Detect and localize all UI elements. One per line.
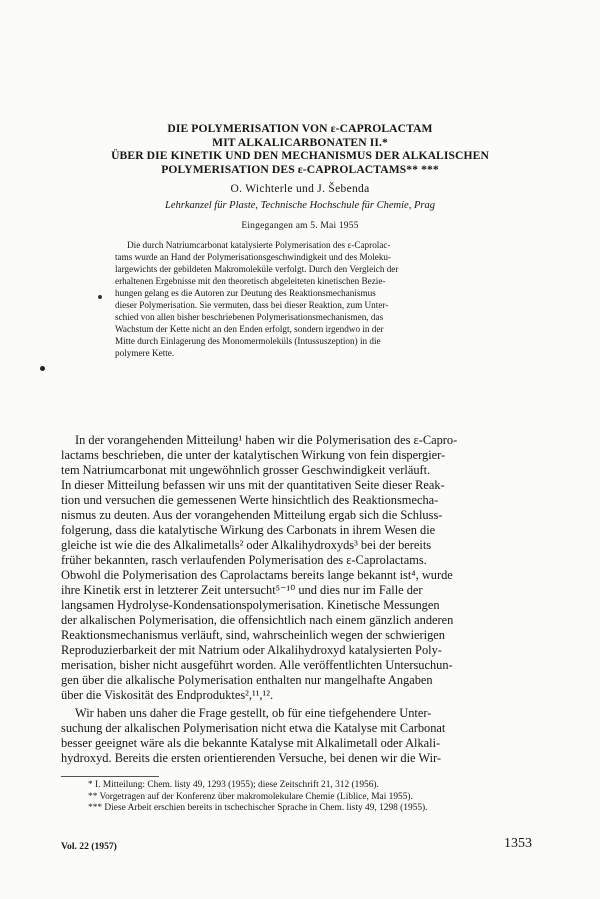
volume-label: Vol. 22 (1957) <box>61 841 117 852</box>
body-line: merisation, bisher nicht ausgeführt worden. Alle veröffentlichten Untersuchun- <box>61 658 453 672</box>
abstract-line: Wachstum der Kette nicht an den Enden erfolgt, sondern irgendwo in der <box>115 323 384 334</box>
body-line: lactams beschrieben, die unter der katalytischen Wirkung von fein dispergier- <box>61 448 446 462</box>
received-date: Eingegangen am 5. Mai 1955 <box>241 221 359 231</box>
body-line: tion und versuchen die gemessenen Werte hinsichtlich des Reaktionsmecha- <box>61 493 439 507</box>
body-line: ihre Kinetik erst in letzterer Zeit untersucht⁵⁻¹⁰ und dies nur im Falle der <box>61 583 423 597</box>
abstract-line: tams wurde an Hand der Polymerisationsgeschwindigkeit und des Moleku- <box>115 251 392 262</box>
body-line: langsamen Hydrolyse-Kondensationspolymerisation. Kinetische Messungen <box>61 598 440 612</box>
article-title <box>0 122 600 176</box>
margin-mark <box>98 295 102 299</box>
abstract-line: Die durch Natriumcarbonat katalysierte Polymerisation des ε-Caprolac- <box>127 240 391 250</box>
abstract-line: erhaltenen Ergebnisse mit den theoretisch abgeleiteten kinetischen Bezie- <box>115 275 386 286</box>
footnote: * I. Mitteilung: Chem. listy 49, 1293 (1955); diese Zeitschrift 21, 312 (1956). <box>88 780 379 790</box>
abstract-line: dieser Polymerisation. Sie vermuten, dass bei dieser Reaktion, zum Unter- <box>115 299 389 310</box>
footnote: ** Vorgetragen auf der Konferenz über makromolekulare Chemie (Liblice, Mai 1955). <box>88 791 413 802</box>
abstract <box>115 240 509 360</box>
body-line: besser geeignet wäre als die bekannte Katalyse mit Alkalimetall oder Alkali- <box>61 736 441 750</box>
body-line: Reaktionsmechanismus verläuft, sind, wahrscheinlich wegen der schwierigen <box>61 628 445 642</box>
body-line: Obwohl die Polymerisation des Caprolactams bereits lange bekannt ist⁴, wurde <box>61 568 453 582</box>
title-line: ÜBER DIE KINETIK UND DEN MECHANISMUS DER ALKALISCHEN <box>111 149 489 163</box>
footnote-divider <box>61 776 159 777</box>
body-line: In dieser Mitteilung befassen wir uns mit der quantitativen Seite dieser Reak- <box>61 478 445 492</box>
footnote: *** Diese Arbeit erschien bereits in tschechischer Sprache in Chem. listy 49, 1298 (1955). <box>88 803 428 814</box>
body-line: Reproduzierbarkeit der mit Natrium oder Alkalihydroxyd katalysierten Poly- <box>61 643 442 657</box>
abstract-line: hungen gelang es die Autoren zur Deutung des Reaktionsmechanismus <box>115 287 376 298</box>
body-line: gleiche ist wie die des Alkalimetalls² oder Alkalihydroxyds³ bei der bereits <box>61 538 432 552</box>
body-line: tem Natriumcarbonat mit ungewöhnlich grosser Geschwindigkeit verläuft. <box>61 463 431 477</box>
body-line: nismus zu deuten. Aus der vorangehenden Mitteilung ergab sich die Schluss- <box>61 508 443 522</box>
abstract-line: polymere Kette. <box>115 347 175 358</box>
title-line: MIT ALKALICARBONATEN II.* <box>212 135 388 149</box>
body-line: suchung der alkalischen Polymerisation nicht etwa die Katalyse mit Carbonat <box>61 721 446 735</box>
body-line: der alkalischen Polymerisation, die offensichtlich nach einem gänzlich anderen <box>61 613 454 627</box>
affiliation: Lehrkanzel für Plaste, Technische Hochschule für Chemie, Prag <box>165 200 435 211</box>
body-line: folgerung, dass die katalytische Wirkung des Carbonats in ihrem Wesen die <box>61 523 436 537</box>
body-line: Wir haben uns daher die Frage gestellt, ob für eine tiefgehendere Unter- <box>75 706 432 720</box>
title-line: DIE POLYMERISATION VON ε-CAPROLACTAM <box>167 122 433 135</box>
abstract-line: Mitte durch Einlagerung des Monomermoleküls (Intussuszeption) in die <box>115 335 381 346</box>
page-number: 1353 <box>504 836 532 851</box>
abstract-line: schied von allen bisher beschriebenen Polymerisationsmechanismen, das <box>115 311 384 322</box>
body-line: früher bekannten, rasch verlaufenden Polymerisation des ε-Caprolactams. <box>61 553 427 567</box>
body-line: gen über die alkalische Polymerisation enthalten nur mangelhafte Angaben <box>61 673 433 687</box>
body-line: hydroxyd. Bereits die ersten orientierenden Versuche, bei denen wir die Wir- <box>61 751 442 765</box>
margin-mark <box>40 366 45 371</box>
title-line: POLYMERISATION DES ε-CAPROLACTAMS** *** <box>161 162 439 176</box>
footnotes <box>88 780 538 815</box>
body-line: über die Viskosität des Endproduktes²,¹¹,¹². <box>61 688 274 702</box>
body-line: In der vorangehenden Mitteilung¹ haben wir die Polymerisation des ε-Capro- <box>75 433 458 447</box>
abstract-line: largewichts der gebildeten Makromoleküle verfolgt. Durch den Vergleich der <box>115 263 399 274</box>
authors: O. Wichterle und J. Šebenda <box>230 183 370 195</box>
body-text <box>61 433 536 766</box>
